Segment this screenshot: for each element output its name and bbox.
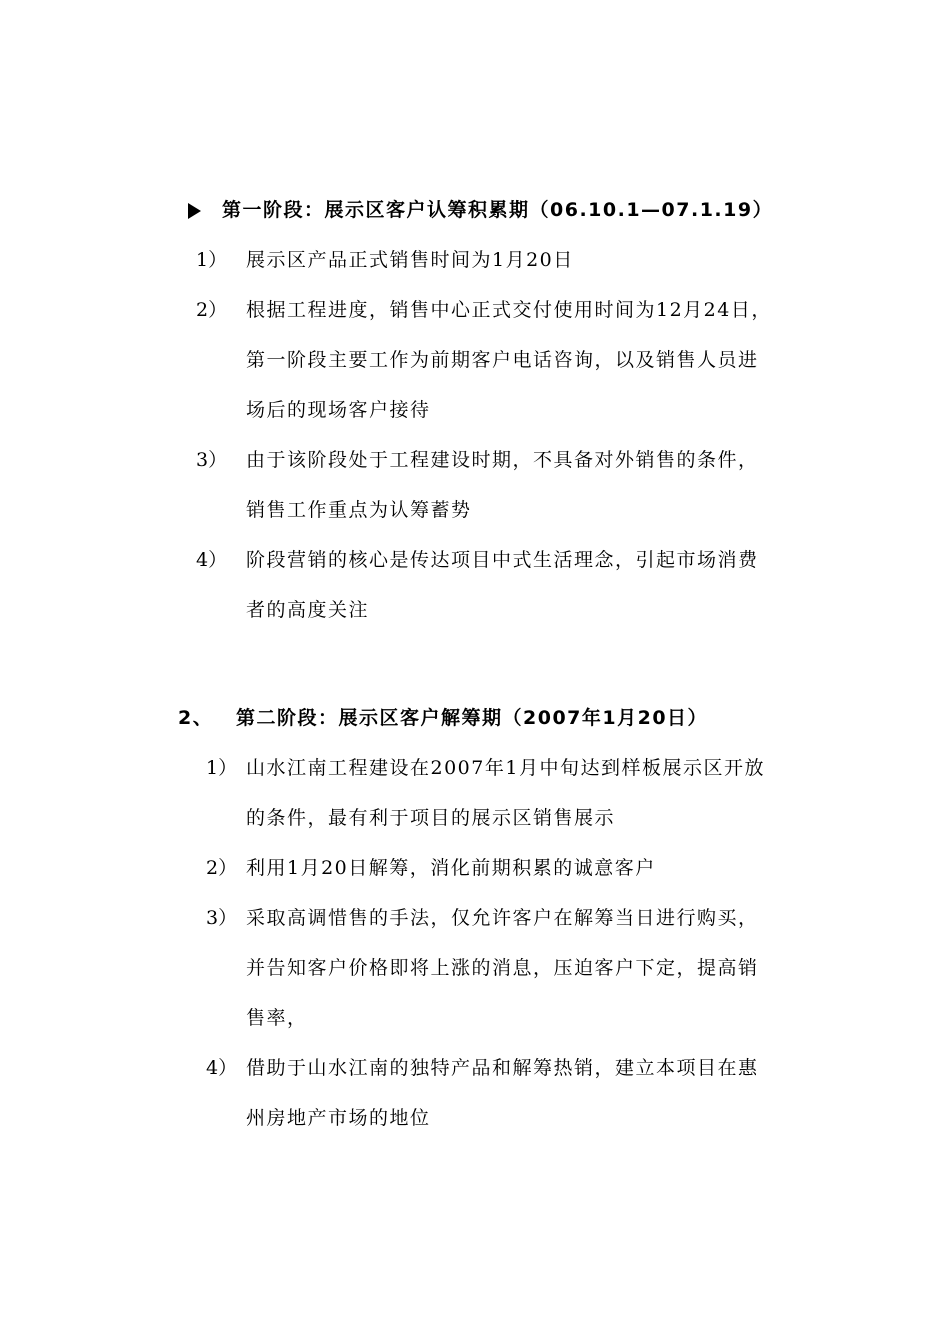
- section1-item3-line2: 销售工作重点为认筹蓄势: [246, 499, 472, 521]
- section2-item2-line1: 利用1月20日解筹，消化前期积累的诚意客户: [246, 857, 656, 879]
- section2-item3-line1: 采取高调惜售的手法，仅允许客户在解筹当日进行购买，: [246, 907, 759, 929]
- section1-heading: 第一阶段：展示区客户认筹积累期（06.10.1—07.1.19）: [222, 199, 774, 221]
- section1-item4-line1: 阶段营销的核心是传达项目中式生活理念，引起市场消费: [246, 549, 759, 571]
- section1-item1-number: 1）: [196, 249, 228, 271]
- section2-item3-line3: 售率，: [246, 1007, 308, 1029]
- section1-item2-line3: 场后的现场客户接待: [246, 399, 431, 421]
- section2-item1-number: 1）: [206, 757, 238, 779]
- section2-item3-number: 3）: [206, 907, 238, 929]
- section1-item4-number: 4）: [196, 549, 228, 571]
- section2-heading: 第二阶段：展示区客户解筹期（2007年1月20日）: [236, 707, 709, 729]
- section1-item1-line1: 展示区产品正式销售时间为1月20日: [246, 249, 574, 271]
- arrow-bullet-icon: [188, 198, 201, 222]
- section1-item3-line1: 由于该阶段处于工程建设时期，不具备对外销售的条件，: [246, 449, 759, 471]
- section1-item3-number: 3）: [196, 449, 228, 471]
- section2-item4-line2: 州房地产市场的地位: [246, 1107, 431, 1129]
- section1-item2-line2: 第一阶段主要工作为前期客户电话咨询，以及销售人员进: [246, 349, 759, 371]
- section2-item4-number: 4）: [206, 1057, 238, 1079]
- section1-item2-line1: 根据工程进度，销售中心正式交付使用时间为12月24日，: [246, 299, 772, 321]
- section1-item2-number: 2）: [196, 299, 228, 321]
- section2-item2-number: 2）: [206, 857, 238, 879]
- section2-item4-line1: 借助于山水江南的独特产品和解筹热销，建立本项目在惠: [246, 1057, 759, 1079]
- section1-item4-line2: 者的高度关注: [246, 599, 370, 621]
- section2-number: 2、: [178, 707, 214, 729]
- section2-item3-line2: 并告知客户价格即将上涨的消息，压迫客户下定，提高销: [246, 957, 759, 979]
- section2-item1-line2: 的条件，最有利于项目的展示区销售展示: [246, 807, 616, 829]
- section2-item1-line1: 山水江南工程建设在2007年1月中旬达到样板展示区开放: [246, 757, 765, 779]
